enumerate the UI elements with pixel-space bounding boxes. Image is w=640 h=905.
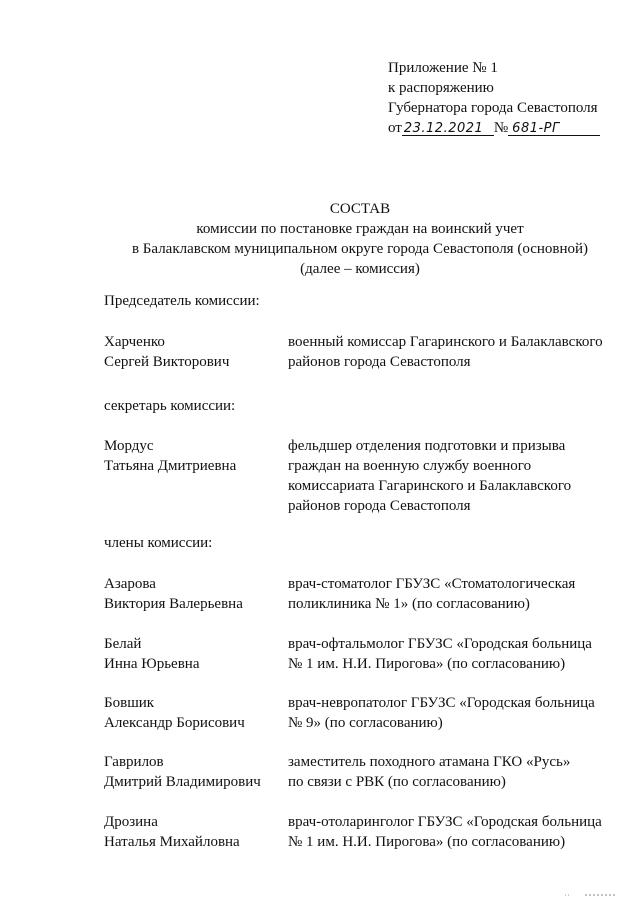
person-given-names: Александр Борисович	[104, 715, 245, 731]
role-line: военный комиссар Гагаринского и Балаклавского	[288, 334, 603, 350]
person-surname: Харченко	[104, 334, 165, 350]
person-surname: Гаврилов	[104, 754, 164, 770]
role-line: фельдшер отделения подготовки и призыва	[288, 438, 566, 454]
role-line: врач-офтальмолог ГБУЗС «Городская больница	[288, 636, 592, 652]
person-name	[104, 752, 274, 792]
role-line: комиссариата Гагаринского и Балаклавского	[288, 478, 572, 494]
person-name	[104, 436, 274, 476]
section-members: члены комиссии:	[104, 535, 213, 551]
role-line: врач-отоларинголог ГБУЗС «Городская больница	[288, 814, 602, 830]
appendix-number: Приложение № 1	[388, 60, 498, 76]
role-line: поликлиника № 1» (по согласованию)	[288, 596, 530, 612]
person-given-names: Сергей Викторович	[104, 354, 230, 370]
person-surname: Белай	[104, 636, 142, 652]
role-line: по связи с РВК (по согласованию)	[288, 774, 506, 790]
number-value: 681-РГ	[512, 121, 560, 136]
date-field	[402, 120, 494, 136]
person-role	[288, 752, 616, 792]
person-given-names: Виктория Валерьевна	[104, 596, 243, 612]
person-given-names: Инна Юрьевна	[104, 656, 200, 672]
person-given-names: Дмитрий Владимирович	[104, 774, 261, 790]
role-line: районов города Севастополя	[288, 498, 471, 514]
person-name	[104, 574, 274, 614]
person-name	[104, 693, 274, 733]
document-title	[100, 199, 620, 279]
person-role	[288, 693, 616, 733]
person-role	[288, 634, 616, 674]
role-line: врач-невропатолог ГБУЗС «Городская больница	[288, 695, 595, 711]
from-label: от	[388, 120, 402, 136]
section-secretary: секретарь комиссии:	[104, 398, 236, 414]
role-line: № 1 им. Н.И. Пирогова» (по согласованию)	[288, 656, 566, 672]
role-line: № 1 им. Н.И. Пирогова» (по согласованию)	[288, 834, 566, 850]
role-line: № 9» (по согласованию)	[288, 715, 443, 731]
appendix-order-ref: к распоряжению	[388, 80, 494, 96]
date-value: 23.12.2021	[403, 121, 484, 136]
person-role	[288, 812, 616, 852]
person-name	[104, 332, 274, 372]
role-line: врач-стоматолог ГБУЗС «Стоматологическая	[288, 576, 576, 592]
person-given-names: Татьяна Дмитриевна	[104, 458, 237, 474]
role-line: заместитель походного атамана ГКО «Русь»	[288, 754, 571, 770]
person-role	[288, 332, 616, 372]
person-name	[104, 634, 274, 674]
appendix-date-number	[388, 118, 628, 138]
number-field	[508, 120, 600, 136]
number-label: №	[493, 120, 509, 136]
appendix-block	[388, 58, 628, 138]
person-role	[288, 574, 616, 614]
section-chairman: Председатель комиссии:	[104, 293, 260, 309]
person-role	[288, 436, 616, 516]
title-heading: СОСТАВ	[329, 201, 391, 217]
person-surname: Бовшик	[104, 695, 155, 711]
person-given-names: Наталья Михайловна	[104, 834, 240, 850]
person-surname: Дрозина	[104, 814, 158, 830]
title-line-1: комиссии по постановке граждан на воинский учет	[196, 221, 524, 237]
role-line: граждан на военную службу военного	[288, 458, 532, 474]
role-line: районов города Севастополя	[288, 354, 471, 370]
person-surname: Азарова	[104, 576, 156, 592]
scan-artifact-marks	[565, 893, 615, 897]
appendix-issuer: Губернатора города Севастополя	[388, 100, 598, 116]
person-name	[104, 812, 274, 852]
title-line-2: в Балаклавском муниципальном округе города Севастополя (основной)	[131, 241, 589, 257]
person-surname: Мордус	[104, 438, 154, 454]
title-line-3: (далее – комиссия)	[300, 261, 420, 277]
